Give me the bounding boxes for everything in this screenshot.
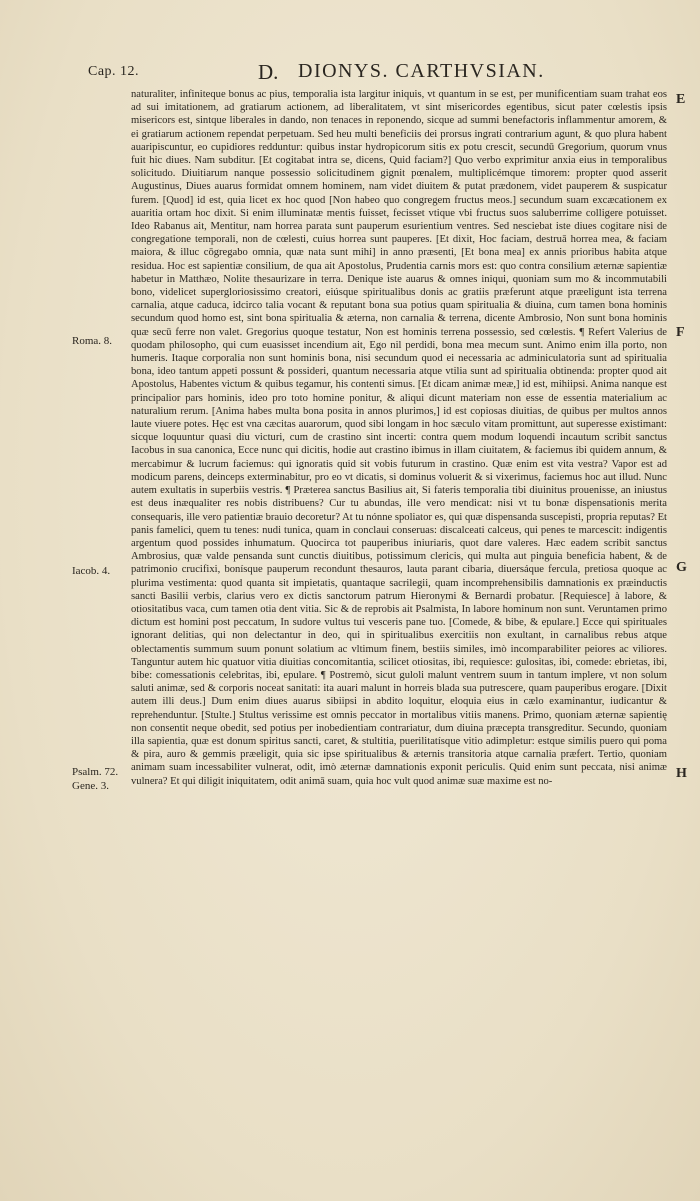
header-letter: D. bbox=[258, 60, 279, 84]
running-title: DIONYS. CARTHVSIAN. bbox=[298, 60, 545, 82]
commentary-body bbox=[131, 88, 667, 788]
margin-note-roma: Roma. 8. bbox=[72, 335, 113, 347]
section-letter-g: G bbox=[676, 560, 687, 575]
chapter-label: Cap. 12. bbox=[88, 64, 140, 79]
section-letter-e: E bbox=[676, 92, 686, 107]
section-letter-h: H bbox=[676, 766, 687, 781]
commentary-paragraph: naturaliter, infiniteque bonus ac pius, temporalia ista largitur iniquis, vt quantum in se est, per munificentiam suam trahat eos ad sui imitationem, ad gratiarum actionem, ad liberalitatem, vt sint misericordes egentibus, sicut pater cœlestis ipsis misericors est, sintque liberales in dando, non tenaces in reponendo, sicque ad summi benefactoris inflammentur amorem, & ei gratiarum actionem rependat perpetuam. Sed heu multi beneficiis dei prorsus ingrati contrarium agunt, & quo plura habent auaripiscuntur, eo cupidiores redduntur: quibus instar hydropicorum sitis ex potu crescit, secundū Gregorium, quorum vnus fuit hic diues. Nam subditur. [Et cogitabat intra se, dicens, Quid faciam?] Quo verbo exprimitur anxia eius in temporalibus solicitudo. Diuitiarum nanque possessio solicitudinem gignit pœnalem, multiplicémque timorem: propter quod asserit Augustinus, Diues auarus formidat omnem hominem, nam videt diuitem & putat prædonem, videt pauperem & suspicatur furem. [Quod] id est, quia licet ex hoc quod [Non habeo quo congregem fructus meos.] secundum suam excæcationem ex auaritia ortam hoc dixit. Si enim illuminatæ mentis fuisset, fecisset vtique vbi fructus suos saluberrime colligere potuisset. Ideo Rabanus ait, Mentitur, nam horrea parata sunt pauperum esurientium ventres. Sed nesciebat iste diues cogitare nisi de congregatione temporali, non de cœlesti, cuius horrea sunt pauperes. [Et dixit, Hoc faciam, destruā horrea mea, & faciam maiora, & illuc cōgregabo omnia, quæ nata sunt mihi] in anno præsenti, [Et bona mea] ex annis prioribus habita atque residua. Hoc est sapientiæ consilium, de qua ait Apostolus, Prudentia carnis mors est: quo contra consilium æternæ sapientiæ habetur in Matthæo, Nolite thesaurizare in terra. Denique iste auarus & omnes iniqui, quoniam sum mo & incommutabili bono, videlicet supergloriosissimo creatori, eiúsque spiritualibus donis ac gratiis præferunt atque præeligunt ista terrena carnalia, atque caduca, idcirco talia vocant & reputant bona sua potius quam spiritualia & diuina, cum tamen bona hominis secundum quod homo est, sint bona spiritualia & æterna, non carnalia & terrena, dicente Ambrosio, Non sunt bona hominis quæ secū ferre non valet. Gregorius quoque testatur, Non est hominis terrena possessio, sed cœlestis. ¶ Refert Valerius de quodam philosopho, qui cum euasisset incendium ait, Ego nil perdidi, bona mea mecum sunt. Animo enim illa porto, non humeris. Itaque corporalia non sunt hominis bona, nisi secundum quod ei necessaria ac adminiculatoria sunt ad spiritualia bona, ideo tantum appeti possunt & possideri, quantum necessaria atque vtilia sunt ad spiritualia obtinenda: propter quod ait Apostolus, Habentes victum & quibus tegamur, his contenti simus. [Et dicam animæ meæ,] id est, mihiipsi. Anima nanque est principalior pars hominis, ideo pro toto homine ponitur, & aliqui dicunt materiam non esse de essentia materialium ac naturalium rerum. [Anima habes multa bona posita in annos plurimos,] id est copiosas diuitias, de quibus per multos annos laute viuere potes. Hęc est vna cæcitas auarorum, quod sibi longam in hoc sæculo vitam promittunt, aut superesse existimant: sicque loquuntur quasi diu victuri, cum de crastino sint incerti: contra quem modum loquendi incautum scribit sanctus Iacobus in sua canonica, Ecce nunc qui dicitis, hodie aut crastino ibimus in illam ciuitatem, & faciemus ibi quidem annum, & mercabimur & lucrum faciemus: qui ignoratis quid sit vobis futurum in crastino. Quæ enim est vita vestra? Vapor est ad modicum parens, deinceps exterminabitur, pro eo vt dicatis, si dominus voluerit & si vixerimus, faciemus hoc aut illud. Nunc autem exultatis in superbiis vestris. ¶ Præterea sanctus Basilius ait, Si fateris temporalia tibi diuinitus prouenisse, an iniustus est deus inæqualiter res nobis distribuens? Cur tu abundas, ille vero mendicat: nisi vt tu bonæ dispensationis merita consequaris, ille vero patientiæ brauio decoretur? At tu nónne spoliator es, qui quæ dispensanda suscepisti, propria reputas? Et panis famelici, quem tu tenes: nudi tunica, quam in conclaui conseruas: discalceati calceus, qui penes te marcescit: indigentis argentum quod possides inhumatum. Quocirca tot pauperibus iniuriaris, quot dare valeres. Hæc eadem scribit sanctus Ambrosius, quæ valde pensanda sunt cunctis diuitibus, potissimum clericis, qui multa aut pinguia beneficia habent, & de patrimonio crucifixi, bonísque pauperum recondunt thesauros, lauta parant cibaria, diuersáque fercula, pretiosa quoque ac plurima vestimenta: quod quanta sit impietatis, quantaque sacrilegii, quam incomprehensibilis damnationis ex præinductis sancti Basilii verbis, clarius vero ex dictis sanctorum patrum Hieronymi & Bernardi probatur. [Requiesce] à labore, & otiositatibus vaca, cum tamen otia dent vitia. Sic & de reprobis ait Psalmista, In labore hominum non sunt. Veruntamen primo dictum est homini post peccatum, In sudore vultus tui vesceris pane tuo. [Comede, & bibe, & epulare.] Ecce qui spirituales ignorant delitias, qui non delectantur in deo, qui in spiritualibus exercitiis non exultant, in carnalibus rebus atque oblectamentis summum suum ponunt solatium ac vltimum finem, bestiis similes, imò incomparabiliter peiores ac viliores. Tanguntur autem hic quatuor vitia diuitias concomitantia, scilicet otiositas, ibi, requiesce: gulositas, ibi, comede: ebrietas, ibi, bibe: comessationis celebritas, ibi, epulare. ¶ Postremò, sicut guloli malunt ventrem suum in tantum implere, vt non solum saluti animæ, sed & corporis noceat sanitati: ita auari malunt in horreis blada sua putrescere, quam pauperibus erogare. [Dixit autem illi deus.] Dum enim diues auarus sibiipsi in abdito loquitur, eloquia eius in cælo examinantur, iudicantur & reprehenduntur. [Stulte.] Stultus verissime est omnis peccator in mortalibus vitiis manens. Primo, quoniam æternæ sapientię non consentit neque obedit, sed potius per inobedientiam contrariatur, dum diuina præcepta transgreditur. Secundo, quoniam illa sapientia, quæ est donum spiritus sancti, caret, & stultitia, puerilitatísque vitio adimpletur: estque similis puero qui poma & pira, auro & gemmis præeligit, quia sic ipse spiritualibus & æternis transitoria atque carnalia præfert. Tertio, quoniam animam suam incessabiliter vulnerat, odit, imò æternæ damnationis exponit periculis. Quid enim sunt peccata, nisi animæ vulnera? Et qui diligit iniquitatem, odit animā suam, quia hoc vult quod animæ suæ maxime est no- bbox=[131, 89, 667, 787]
margin-note-iacob: Iacob. 4. bbox=[72, 565, 111, 577]
running-header bbox=[88, 58, 672, 88]
margin-note-psalm: Psalm. 72. bbox=[72, 766, 119, 778]
section-letter-f: F bbox=[676, 325, 685, 340]
margin-note-gene: Gene. 3. bbox=[72, 780, 109, 792]
